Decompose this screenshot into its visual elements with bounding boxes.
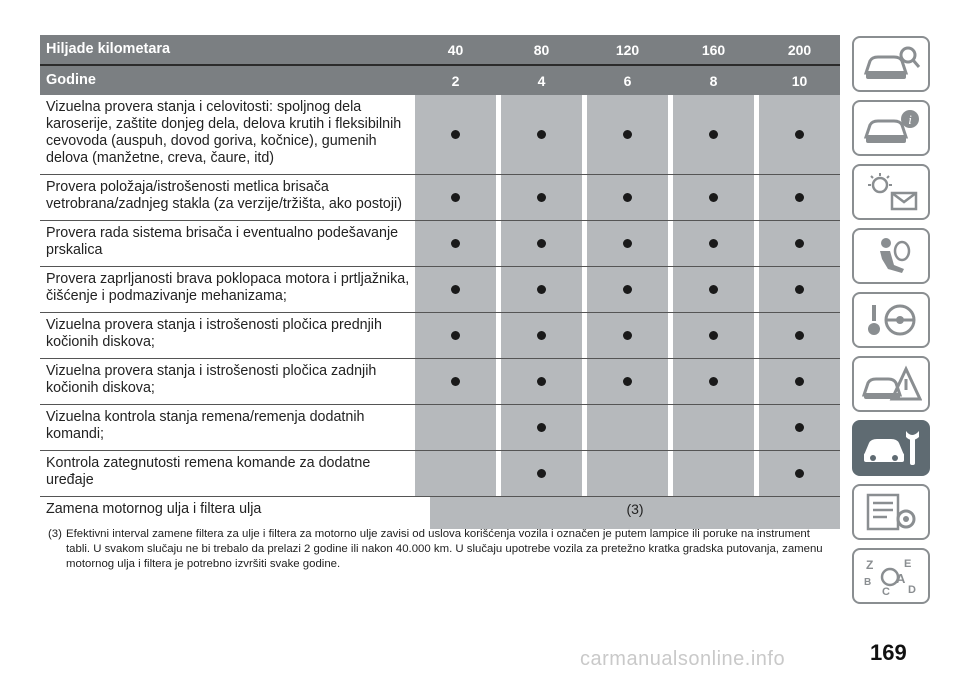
footnote-text: Efektivni interval zamene filtera za ulje i filtera za motorno ulje zavisi od uslova korišćenja vozila i označen je putem lampice ili poruke na instrument tabli. U svakom slučaju ne bi trebalo da prelazi 2 godine ili nakon 40.000 km. U slučaju upotrebe vozila za pretežno kratka gradska putovanja, zamenu motornog ulja i filtera je potrebno izvršiti svake godine. — [66, 528, 823, 570]
table-row — [40, 405, 840, 451]
check-cell — [415, 313, 496, 358]
car-wrench-icon — [860, 427, 922, 469]
header-row-years — [40, 66, 840, 95]
check-cell — [501, 175, 582, 220]
chapter-tab[interactable] — [852, 228, 930, 284]
check-cell — [415, 221, 496, 266]
header-km-value: 80 — [501, 35, 582, 64]
check-dot-icon — [623, 193, 632, 202]
svg-text:D: D — [908, 584, 916, 596]
svg-text:Z: Z — [866, 558, 874, 572]
header-years-value: 2 — [415, 66, 496, 95]
lights-message-icon — [860, 171, 922, 213]
check-dot-icon — [623, 331, 632, 340]
page-number: 169 — [870, 640, 907, 665]
table-row — [40, 175, 840, 221]
check-dot-icon — [537, 193, 546, 202]
footnote — [48, 527, 830, 572]
check-dot-icon — [795, 377, 804, 386]
footnote-mark: (3) — [48, 528, 62, 540]
check-cell — [501, 359, 582, 404]
svg-text:B: B — [864, 577, 872, 588]
table-row — [40, 359, 840, 405]
row-label: Zamena motornog ulja i filtera ulja — [40, 497, 428, 529]
svg-text:E: E — [904, 558, 912, 570]
check-cell — [587, 359, 668, 404]
chapter-tab[interactable] — [852, 484, 930, 540]
check-cell — [759, 451, 840, 496]
svg-text:C: C — [882, 586, 890, 597]
check-cell — [759, 221, 840, 266]
check-cell — [415, 451, 496, 496]
check-dot-icon — [709, 285, 718, 294]
check-cell — [501, 267, 582, 312]
watermark: carmanualsonline.info — [580, 648, 786, 670]
check-cell — [587, 451, 668, 496]
check-dot-icon — [795, 193, 804, 202]
header-years-value: 6 — [587, 66, 668, 95]
check-cell — [587, 267, 668, 312]
check-dot-icon — [623, 239, 632, 248]
check-cell — [415, 175, 496, 220]
check-cell — [415, 267, 496, 312]
check-dot-icon — [795, 285, 804, 294]
header-years-label: Godine — [46, 72, 96, 88]
header-km-value: 160 — [673, 35, 754, 64]
check-cell — [759, 267, 840, 312]
row-label: Vizuelna provera stanja i istrošenosti pločica zadnjih kočionih diskova; — [40, 359, 413, 404]
check-cell — [759, 175, 840, 220]
check-cell — [673, 95, 754, 174]
chapter-tab[interactable] — [852, 164, 930, 220]
check-cell — [759, 405, 840, 450]
check-cell — [587, 175, 668, 220]
document-gear-icon — [860, 491, 922, 533]
check-dot-icon — [451, 193, 460, 202]
check-dot-icon — [537, 239, 546, 248]
table-row — [40, 267, 840, 313]
check-cell — [415, 359, 496, 404]
check-dot-icon — [537, 331, 546, 340]
header-row-km — [40, 35, 840, 66]
chapter-tab[interactable] — [852, 356, 930, 412]
row-label: Vizuelna kontrola stanja remena/remenja dodatnih komandi; — [40, 405, 413, 450]
svg-text:i: i — [908, 112, 912, 127]
row-label: Kontrola zategnutosti remena komande za dodatne uređaje — [40, 451, 413, 496]
svg-text:A: A — [896, 571, 906, 586]
chapter-tab[interactable] — [852, 36, 930, 92]
chapter-tab[interactable] — [852, 100, 930, 156]
check-dot-icon — [537, 469, 546, 478]
check-cell — [501, 221, 582, 266]
check-cell — [673, 359, 754, 404]
car-search-icon — [860, 43, 922, 85]
check-dot-icon — [709, 377, 718, 386]
check-cell — [587, 221, 668, 266]
steering-key-icon — [860, 299, 922, 341]
check-cell — [501, 451, 582, 496]
check-cell — [673, 175, 754, 220]
chapter-sidebar — [852, 36, 932, 612]
header-years-value: 10 — [759, 66, 840, 95]
table-row — [40, 451, 840, 497]
car-info-icon — [860, 107, 922, 149]
check-dot-icon — [623, 285, 632, 294]
maintenance-table — [40, 35, 840, 529]
chapter-tab-active[interactable] — [852, 420, 930, 476]
check-dot-icon — [451, 239, 460, 248]
check-dot-icon — [623, 377, 632, 386]
check-dot-icon — [795, 331, 804, 340]
check-dot-icon — [451, 331, 460, 340]
check-cell — [587, 405, 668, 450]
check-cell — [501, 313, 582, 358]
check-cell — [501, 95, 582, 174]
chapter-tab[interactable] — [852, 292, 930, 348]
check-cell — [673, 267, 754, 312]
check-cell — [673, 313, 754, 358]
check-dot-icon — [709, 331, 718, 340]
check-dot-icon — [709, 130, 718, 139]
table-row — [40, 313, 840, 359]
check-cell — [587, 95, 668, 174]
check-cell — [415, 405, 496, 450]
check-dot-icon — [537, 285, 546, 294]
check-dot-icon — [795, 423, 804, 432]
check-cell — [501, 405, 582, 450]
header-years-value: 4 — [501, 66, 582, 95]
car-warning-icon — [860, 363, 922, 405]
check-dot-icon — [795, 130, 804, 139]
check-cell — [415, 95, 496, 174]
row-label: Vizuelna provera stanja i celovitosti: spoljnog dela karoserije, zaštite donjeg dela, delova krutih i fleksibilnih cevovoda (auspuh, dovod goriva, kočnice), gumenih delova (manžetne, creva, čaure, itd) — [40, 95, 413, 174]
check-cell — [673, 221, 754, 266]
check-dot-icon — [795, 239, 804, 248]
row-label: Provera rada sistema brisača i eventualno podešavanje prskalica — [40, 221, 413, 266]
header-km-value: 40 — [415, 35, 496, 64]
check-dot-icon — [451, 377, 460, 386]
check-dot-icon — [795, 469, 804, 478]
check-cell — [673, 405, 754, 450]
table-row — [40, 95, 840, 175]
alphabet-index-icon — [860, 555, 922, 597]
row-label: Provera položaja/istrošenosti metlica brisača vetrobrana/zadnjeg stakla (za verzije/tržišta, ako postoji) — [40, 175, 413, 220]
check-cell — [673, 451, 754, 496]
check-cell — [759, 313, 840, 358]
table-row — [40, 221, 840, 267]
header-years-value: 8 — [673, 66, 754, 95]
check-dot-icon — [623, 130, 632, 139]
check-cell — [759, 359, 840, 404]
check-dot-icon — [537, 377, 546, 386]
check-dot-icon — [537, 130, 546, 139]
header-km-value: 120 — [587, 35, 668, 64]
check-dot-icon — [451, 285, 460, 294]
header-km-value: 200 — [759, 35, 840, 64]
check-dot-icon — [451, 130, 460, 139]
merged-interval-cell: (3) — [430, 497, 840, 529]
check-dot-icon — [709, 239, 718, 248]
check-dot-icon — [537, 423, 546, 432]
row-label: Provera zaprljanosti brava poklopaca motora i prtljažnika, čišćenje i podmazivanje mehanizama; — [40, 267, 413, 312]
check-dot-icon — [709, 193, 718, 202]
table-row — [40, 497, 840, 529]
header-km-label: Hiljade kilometara — [46, 41, 171, 57]
check-cell — [587, 313, 668, 358]
row-label: Vizuelna provera stanja i istrošenosti pločica prednjih kočionih diskova; — [40, 313, 413, 358]
check-cell — [759, 95, 840, 174]
airbag-person-icon — [860, 235, 922, 277]
chapter-tab[interactable] — [852, 548, 930, 604]
